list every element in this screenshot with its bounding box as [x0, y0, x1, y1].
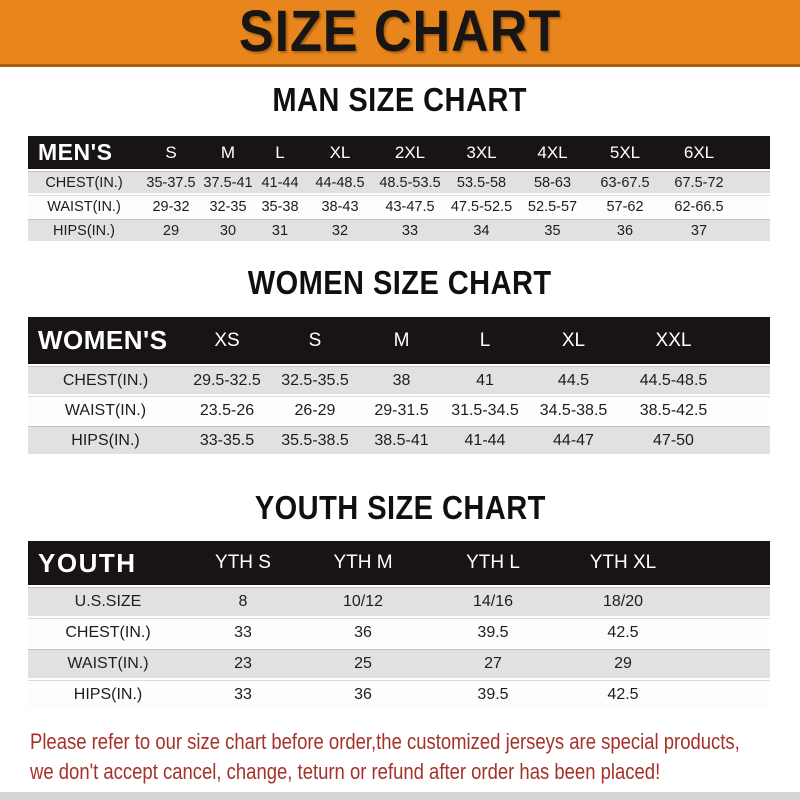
row-label: CHEST(IN.): [28, 171, 140, 193]
size-cell: 33-35.5: [183, 426, 271, 454]
size-cell: 44-47: [526, 426, 621, 454]
column-header: XS: [183, 317, 271, 364]
size-cell: 34.5-38.5: [526, 396, 621, 424]
size-cell: 58-63: [517, 171, 588, 193]
column-header: XL: [306, 136, 374, 169]
size-cell: 67.5-72: [662, 171, 736, 193]
size-cell: 23.5-26: [183, 396, 271, 424]
column-header: S: [140, 136, 202, 169]
column-header: YTH L: [428, 541, 558, 585]
column-header: 3XL: [446, 136, 517, 169]
bottom-edge-strip: [0, 792, 800, 800]
warning-line-2: we don't accept cancel, change, teturn or refund after order has been placed!: [30, 759, 661, 784]
column-header: XXL: [621, 317, 726, 364]
row-spacer: [736, 219, 770, 241]
row-spacer: [726, 426, 770, 454]
banner-title: SIZE CHART: [238, 0, 562, 64]
table-row: [28, 680, 770, 709]
size-cell: 33: [374, 219, 446, 241]
size-chart-banner: [0, 0, 800, 67]
size-cell: 37.5-41: [202, 171, 254, 193]
size-cell: 31: [254, 219, 306, 241]
size-cell: 38: [359, 366, 444, 394]
size-cell: 32-35: [202, 195, 254, 217]
size-cell: 23: [188, 649, 298, 678]
size-cell: 35-38: [254, 195, 306, 217]
table-row: [28, 219, 770, 241]
size-cell: 41-44: [444, 426, 526, 454]
size-cell: 36: [588, 219, 662, 241]
youth-size-table: [28, 539, 770, 711]
size-cell: 38-43: [306, 195, 374, 217]
men-section-title: MAN SIZE CHART: [272, 81, 528, 118]
order-warning-note: [30, 727, 800, 787]
size-cell: 41: [444, 366, 526, 394]
size-cell: 39.5: [428, 618, 558, 647]
row-label: CHEST(IN.): [28, 618, 188, 647]
size-cell: 14/16: [428, 587, 558, 616]
table-row: [28, 426, 770, 454]
size-cell: 41-44: [254, 171, 306, 193]
size-cell: 31.5-34.5: [444, 396, 526, 424]
women-section-title: WOMEN SIZE CHART: [248, 264, 552, 301]
size-cell: 33: [188, 618, 298, 647]
table-row: [28, 396, 770, 424]
row-label: WAIST(IN.): [28, 396, 183, 424]
size-cell: 32: [306, 219, 374, 241]
column-header: YTH XL: [558, 541, 688, 585]
size-cell: 29: [140, 219, 202, 241]
size-cell: 53.5-58: [446, 171, 517, 193]
table-row: [28, 366, 770, 394]
size-cell: 26-29: [271, 396, 359, 424]
column-header: 4XL: [517, 136, 588, 169]
size-cell: 36: [298, 618, 428, 647]
table-corner-label: MEN'S: [28, 136, 140, 169]
row-spacer: [688, 649, 770, 678]
column-header: L: [254, 136, 306, 169]
size-cell: 52.5-57: [517, 195, 588, 217]
youth-section-title: YOUTH SIZE CHART: [254, 489, 546, 526]
size-cell: 48.5-53.5: [374, 171, 446, 193]
column-header: YTH M: [298, 541, 428, 585]
size-cell: 29: [558, 649, 688, 678]
size-cell: 39.5: [428, 680, 558, 709]
size-cell: 57-62: [588, 195, 662, 217]
column-header: XL: [526, 317, 621, 364]
row-spacer: [688, 680, 770, 709]
size-cell: 36: [298, 680, 428, 709]
row-label: U.S.SIZE: [28, 587, 188, 616]
size-cell: 29-32: [140, 195, 202, 217]
header-spacer: [726, 317, 770, 364]
table-row: [28, 587, 770, 616]
column-header: L: [444, 317, 526, 364]
warning-line-1: Please refer to our size chart before order,the customized jerseys are special products,: [30, 729, 740, 754]
size-cell: 35-37.5: [140, 171, 202, 193]
size-cell: 33: [188, 680, 298, 709]
column-header: M: [202, 136, 254, 169]
size-cell: 29-31.5: [359, 396, 444, 424]
row-label: CHEST(IN.): [28, 366, 183, 394]
size-cell: 38.5-42.5: [621, 396, 726, 424]
row-spacer: [726, 366, 770, 394]
size-cell: 37: [662, 219, 736, 241]
men-size-table: [28, 134, 770, 243]
size-cell: 44.5: [526, 366, 621, 394]
table-row: [28, 618, 770, 647]
column-header: YTH S: [188, 541, 298, 585]
table-corner-label: YOUTH: [28, 541, 188, 585]
column-header: 5XL: [588, 136, 662, 169]
men-header-row: [28, 136, 770, 169]
size-cell: 8: [188, 587, 298, 616]
size-cell: 18/20: [558, 587, 688, 616]
women-size-table: [28, 315, 770, 456]
size-cell: 44-48.5: [306, 171, 374, 193]
table-row: [28, 171, 770, 193]
size-cell: 35.5-38.5: [271, 426, 359, 454]
column-header: 6XL: [662, 136, 736, 169]
column-header: M: [359, 317, 444, 364]
size-cell: 29.5-32.5: [183, 366, 271, 394]
size-cell: 25: [298, 649, 428, 678]
row-spacer: [688, 587, 770, 616]
size-cell: 30: [202, 219, 254, 241]
row-label: HIPS(IN.): [28, 426, 183, 454]
row-label: WAIST(IN.): [28, 195, 140, 217]
table-corner-label: WOMEN'S: [28, 317, 183, 364]
size-cell: 38.5-41: [359, 426, 444, 454]
row-spacer: [726, 396, 770, 424]
size-cell: 47-50: [621, 426, 726, 454]
size-cell: 63-67.5: [588, 171, 662, 193]
header-spacer: [736, 136, 770, 169]
size-cell: 44.5-48.5: [621, 366, 726, 394]
size-cell: 43-47.5: [374, 195, 446, 217]
youth-header-row: [28, 541, 770, 585]
size-cell: 27: [428, 649, 558, 678]
column-header: S: [271, 317, 359, 364]
size-cell: 42.5: [558, 618, 688, 647]
table-row: [28, 195, 770, 217]
size-cell: 42.5: [558, 680, 688, 709]
row-label: HIPS(IN.): [28, 680, 188, 709]
table-row: [28, 649, 770, 678]
size-cell: 34: [446, 219, 517, 241]
size-cell: 32.5-35.5: [271, 366, 359, 394]
row-label: WAIST(IN.): [28, 649, 188, 678]
row-label: HIPS(IN.): [28, 219, 140, 241]
size-cell: 62-66.5: [662, 195, 736, 217]
row-spacer: [688, 618, 770, 647]
row-spacer: [736, 171, 770, 193]
women-header-row: [28, 317, 770, 364]
size-cell: 10/12: [298, 587, 428, 616]
header-spacer: [688, 541, 770, 585]
size-cell: 47.5-52.5: [446, 195, 517, 217]
row-spacer: [736, 195, 770, 217]
column-header: 2XL: [374, 136, 446, 169]
size-cell: 35: [517, 219, 588, 241]
